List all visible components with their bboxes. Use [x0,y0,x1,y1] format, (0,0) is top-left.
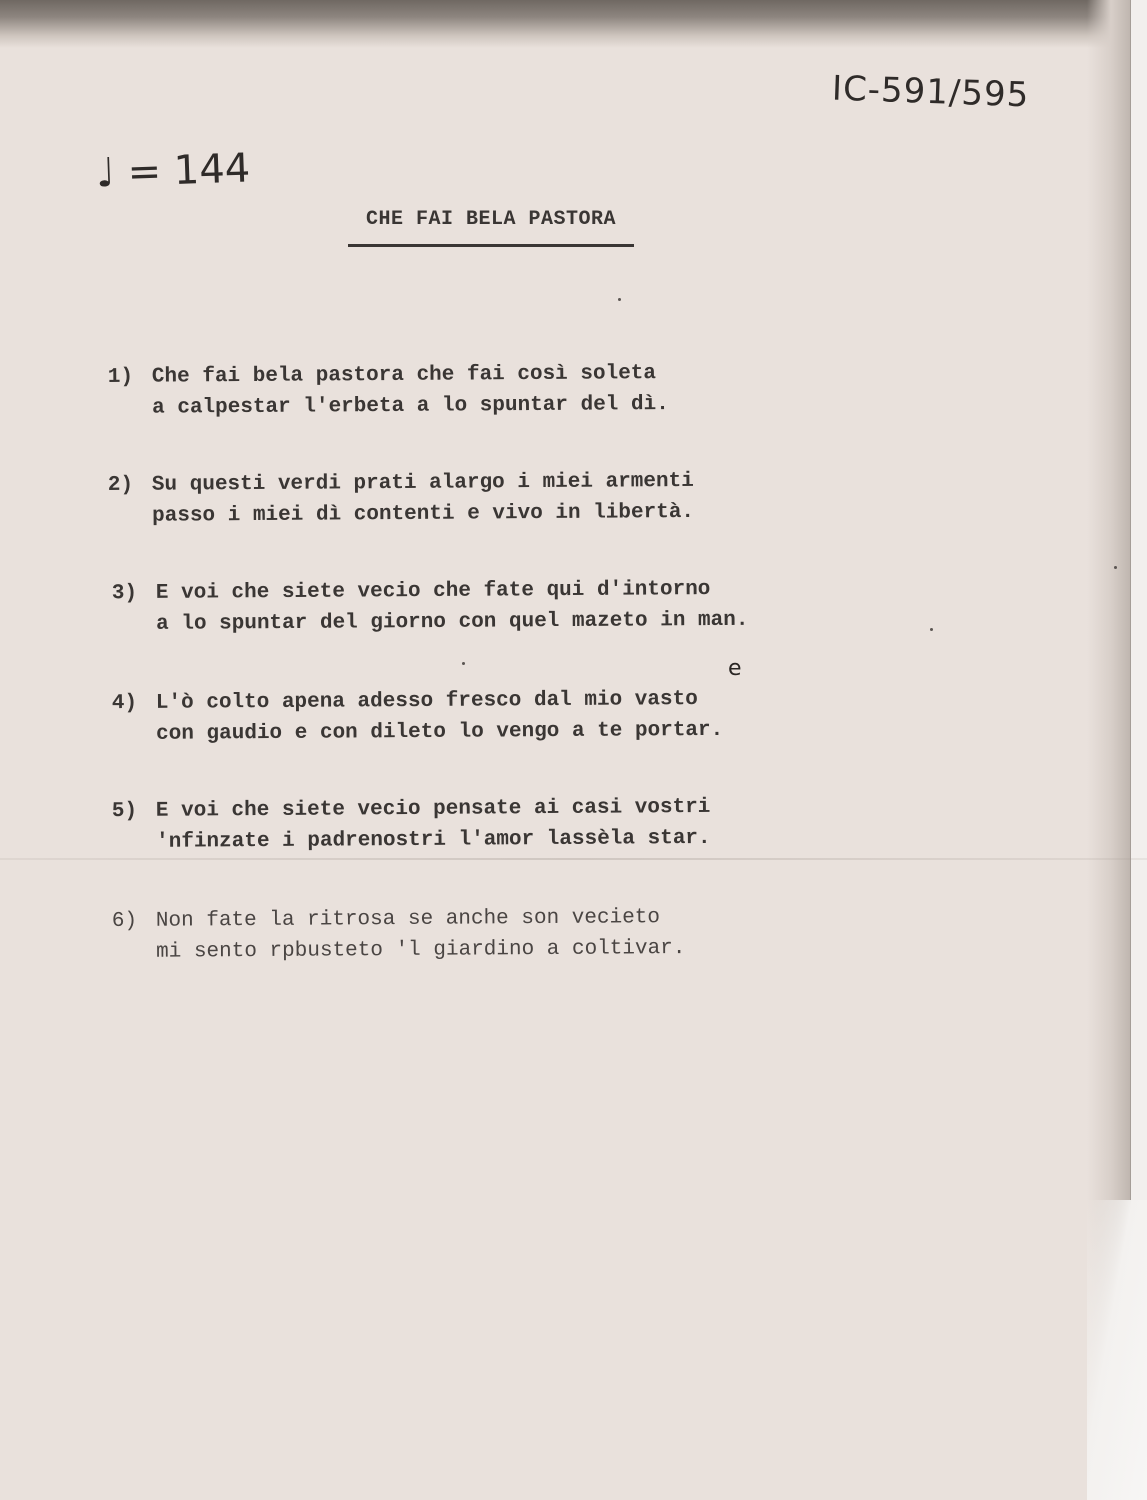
verse-3 [112,574,749,640]
paper-speck [618,298,621,301]
verse-line: con gaudio e con dileto lo vengo a te portar. [156,718,724,746]
verse-2 [108,466,694,532]
verse-line: Su questi verdi prati alargo i miei armenti [151,469,694,497]
verse-number: 2) [107,473,134,498]
verse-line: a lo spuntar del giorno con quel mazeto in man. [156,608,749,636]
verse-number: 4) [111,691,138,716]
verse-line: E voi che siete vecio che fate qui d'intorno [155,578,711,605]
verse-6 [112,902,686,968]
verse-number: 3) [111,582,138,606]
paper-speck [462,662,465,665]
verse-line: E voi che siete vecio pensate ai casi vostri [155,795,711,823]
song-title: CHE FAI BELA PASTORA [365,208,617,231]
verse-1 [108,358,669,424]
verse-5 [112,792,711,858]
verse-line: 'nfinzate i padrenostri l'amor lassèla star. [156,826,711,854]
verse-4 [112,684,724,750]
verse-line: L'ò colto apena adesso fresco dal mio vasto [155,688,698,715]
verse-number: 6) [111,909,138,934]
catalog-id-annotation: IC-591/595 [831,68,1030,116]
paper-speck [1114,566,1117,569]
handwritten-correction: e [728,656,742,681]
title-underline [348,244,634,247]
verse-line: passo i miei dì contenti e vivo in libertà. [152,500,695,528]
verse-line: Che fai bela pastora che fai così soleta [151,362,657,389]
torn-corner [1087,1200,1147,1500]
page-top-shadow [0,0,1147,48]
fold-crease [0,858,1147,860]
verse-number: 5) [111,799,138,824]
verse-line: mi sento rpbusteto 'l giardino a coltivar. [156,936,686,964]
verse-number: 1) [107,365,134,389]
verse-line: a calpestar l'erbeta a lo spuntar del dì. [152,393,669,420]
verse-line: Non fate la ritrosa se anche son vecieto [155,906,661,933]
tempo-annotation: ♩ = 144 [95,145,251,197]
paper-speck [930,628,933,631]
